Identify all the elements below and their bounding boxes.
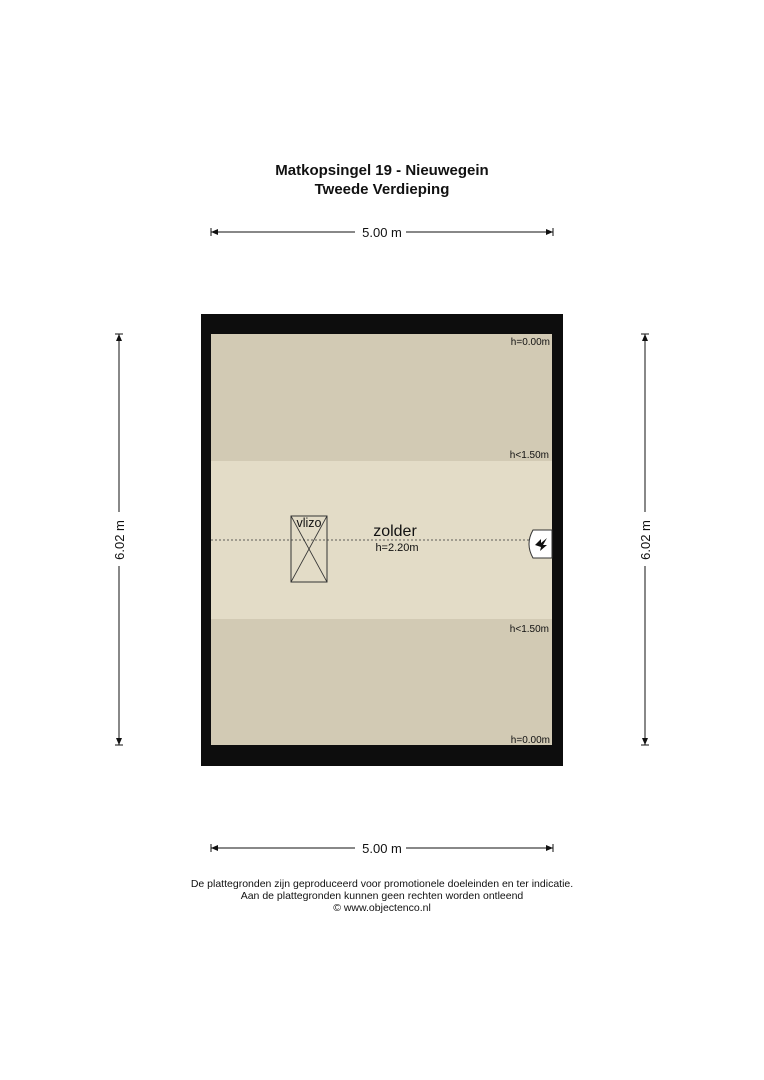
dimension-right — [638, 334, 653, 745]
height-label-lower-slope: h<1.50m — [509, 624, 549, 635]
disclaimer-line-1: De plattegronden zijn geproduceerd voor promotionele doeleinden en ter indicatie. — [190, 878, 574, 890]
dimension-left-label: 6.02 m — [112, 520, 127, 560]
low-ceiling-zone-bottom — [211, 619, 552, 745]
dimension-top-label: 5.00 m — [362, 225, 402, 240]
low-ceiling-zone-top — [211, 334, 552, 461]
plan-title-address: Matkopsingel 19 - Nieuwegein — [275, 162, 489, 179]
dimension-right-label: 6.02 m — [638, 520, 653, 560]
dimension-left — [112, 334, 127, 745]
room-height: h=2.20m — [375, 542, 419, 554]
disclaimer-line-2: Aan de plattegronden kunnen geen rechten worden ontleend — [240, 890, 524, 902]
dimension-bottom-label: 5.00 m — [362, 841, 402, 856]
room-name: zolder — [373, 523, 417, 540]
copyright-line: © www.objectenco.nl — [333, 902, 431, 914]
height-label-bottom-edge: h=0.00m — [510, 735, 550, 746]
heater-unit — [529, 530, 552, 558]
height-label-top-edge: h=0.00m — [510, 337, 550, 348]
attic-hatch-label: vlizo — [296, 516, 322, 530]
height-label-upper-slope: h<1.50m — [509, 450, 549, 461]
dimension-bottom — [211, 841, 553, 856]
dimension-top — [211, 225, 553, 240]
plan-title-floor: Tweede Verdieping — [314, 181, 450, 198]
